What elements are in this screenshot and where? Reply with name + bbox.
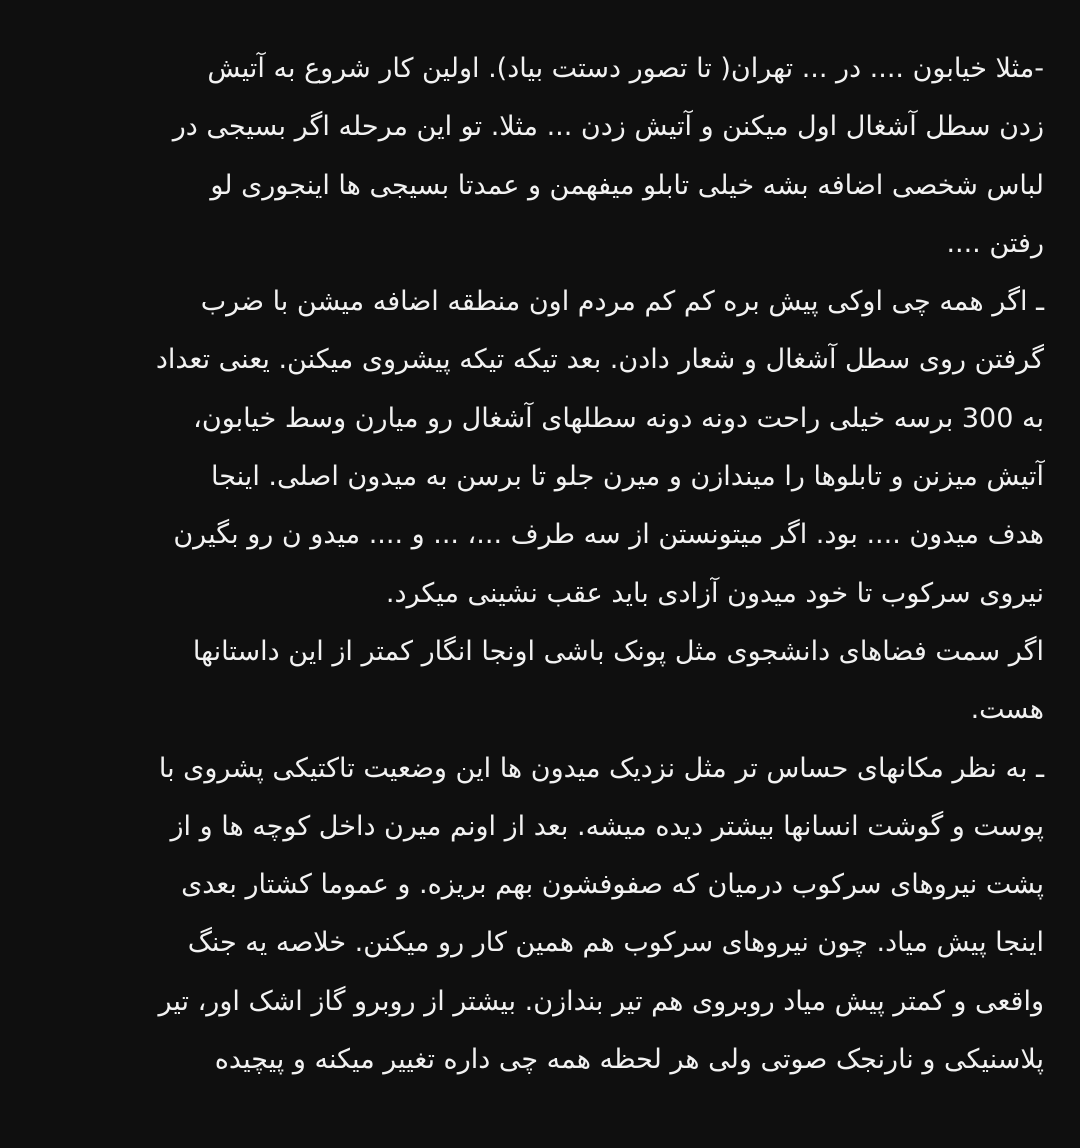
text-line: اینجا پیش میاد. چون نیروهای سرکوب هم همین کار رو میکنن. خلاصه یه جنگ (187, 927, 1044, 959)
text-line: هدف میدون .... بود. اگر میتونستن از سه طرف ...، ... و .... میدو ن رو بگیرن (173, 519, 1044, 551)
text-line: هست. (970, 694, 1044, 726)
post-text-body (32, 40, 1044, 1089)
text-line: گرفتن روی سطل آشغال و شعار دادن. بعد تیکه تیکه پیشروی میکنن. یعنی تعداد (155, 344, 1044, 376)
text-line: ـ اگر همه چی اوکی پیش بره کم کم مردم اون منطقه اضافه میشن با ضرب (200, 286, 1044, 318)
text-line: نیروی سرکوب تا خود میدون آزادی باید عقب نشینی میکرد. (385, 577, 1044, 609)
text-line: لباس شخصی اضافه بشه خیلی تابلو میفهمن و عمدتا بسیجی ها اینجوری لو (210, 169, 1044, 201)
text-line: پشت نیروهای سرکوب درمیان که صفوفشون بهم بریزه. و عموما کشتار بعدی (181, 869, 1044, 901)
text-line: رفتن .... (946, 227, 1044, 259)
text-line: پوست و گوشت انسانها بیشتر دیده میشه. بعد از اونم میرن داخل کوچه ها و از (170, 810, 1044, 842)
text-line: آتیش میزنن و تابلوها را میندازن و میرن جلو تا برسن به میدون اصلی. اینجا (211, 461, 1044, 493)
text-line: اگر سمت فضاهای دانشجوی مثل پونک باشی اونجا انگار کمتر از این داستانها (192, 635, 1044, 667)
text-line: ـ به نظر مکانهای حساس تر مثل نزدیک میدون ها این وضعیت تاکتیکی پشروی با (158, 752, 1044, 784)
text-line: به 300 برسه خیلی راحت دونه دونه سطلهای آشغال رو میارن وسط خیابون، (193, 402, 1044, 434)
text-line: -مثلا خیابون .... در ... تهران( تا تصور دستت بیاد). اولین کار شروع به آتیش (207, 53, 1044, 84)
text-line: پلاسنیکی و نارنجک صوتی ولی هر لحظه همه چی داره تغییر میکنه و پیچیده (214, 1044, 1044, 1076)
text-line: واقعی و کمتر پیش میاد روبروی هم تیر بندازن. بیشتر از روبرو گاز اشک اور، تیر (158, 985, 1044, 1017)
text-line: زدن سطل آشغال اول میکنن و آتیش زدن ... مثلا. تو این مرحله اگر بسیجی در (172, 111, 1044, 143)
